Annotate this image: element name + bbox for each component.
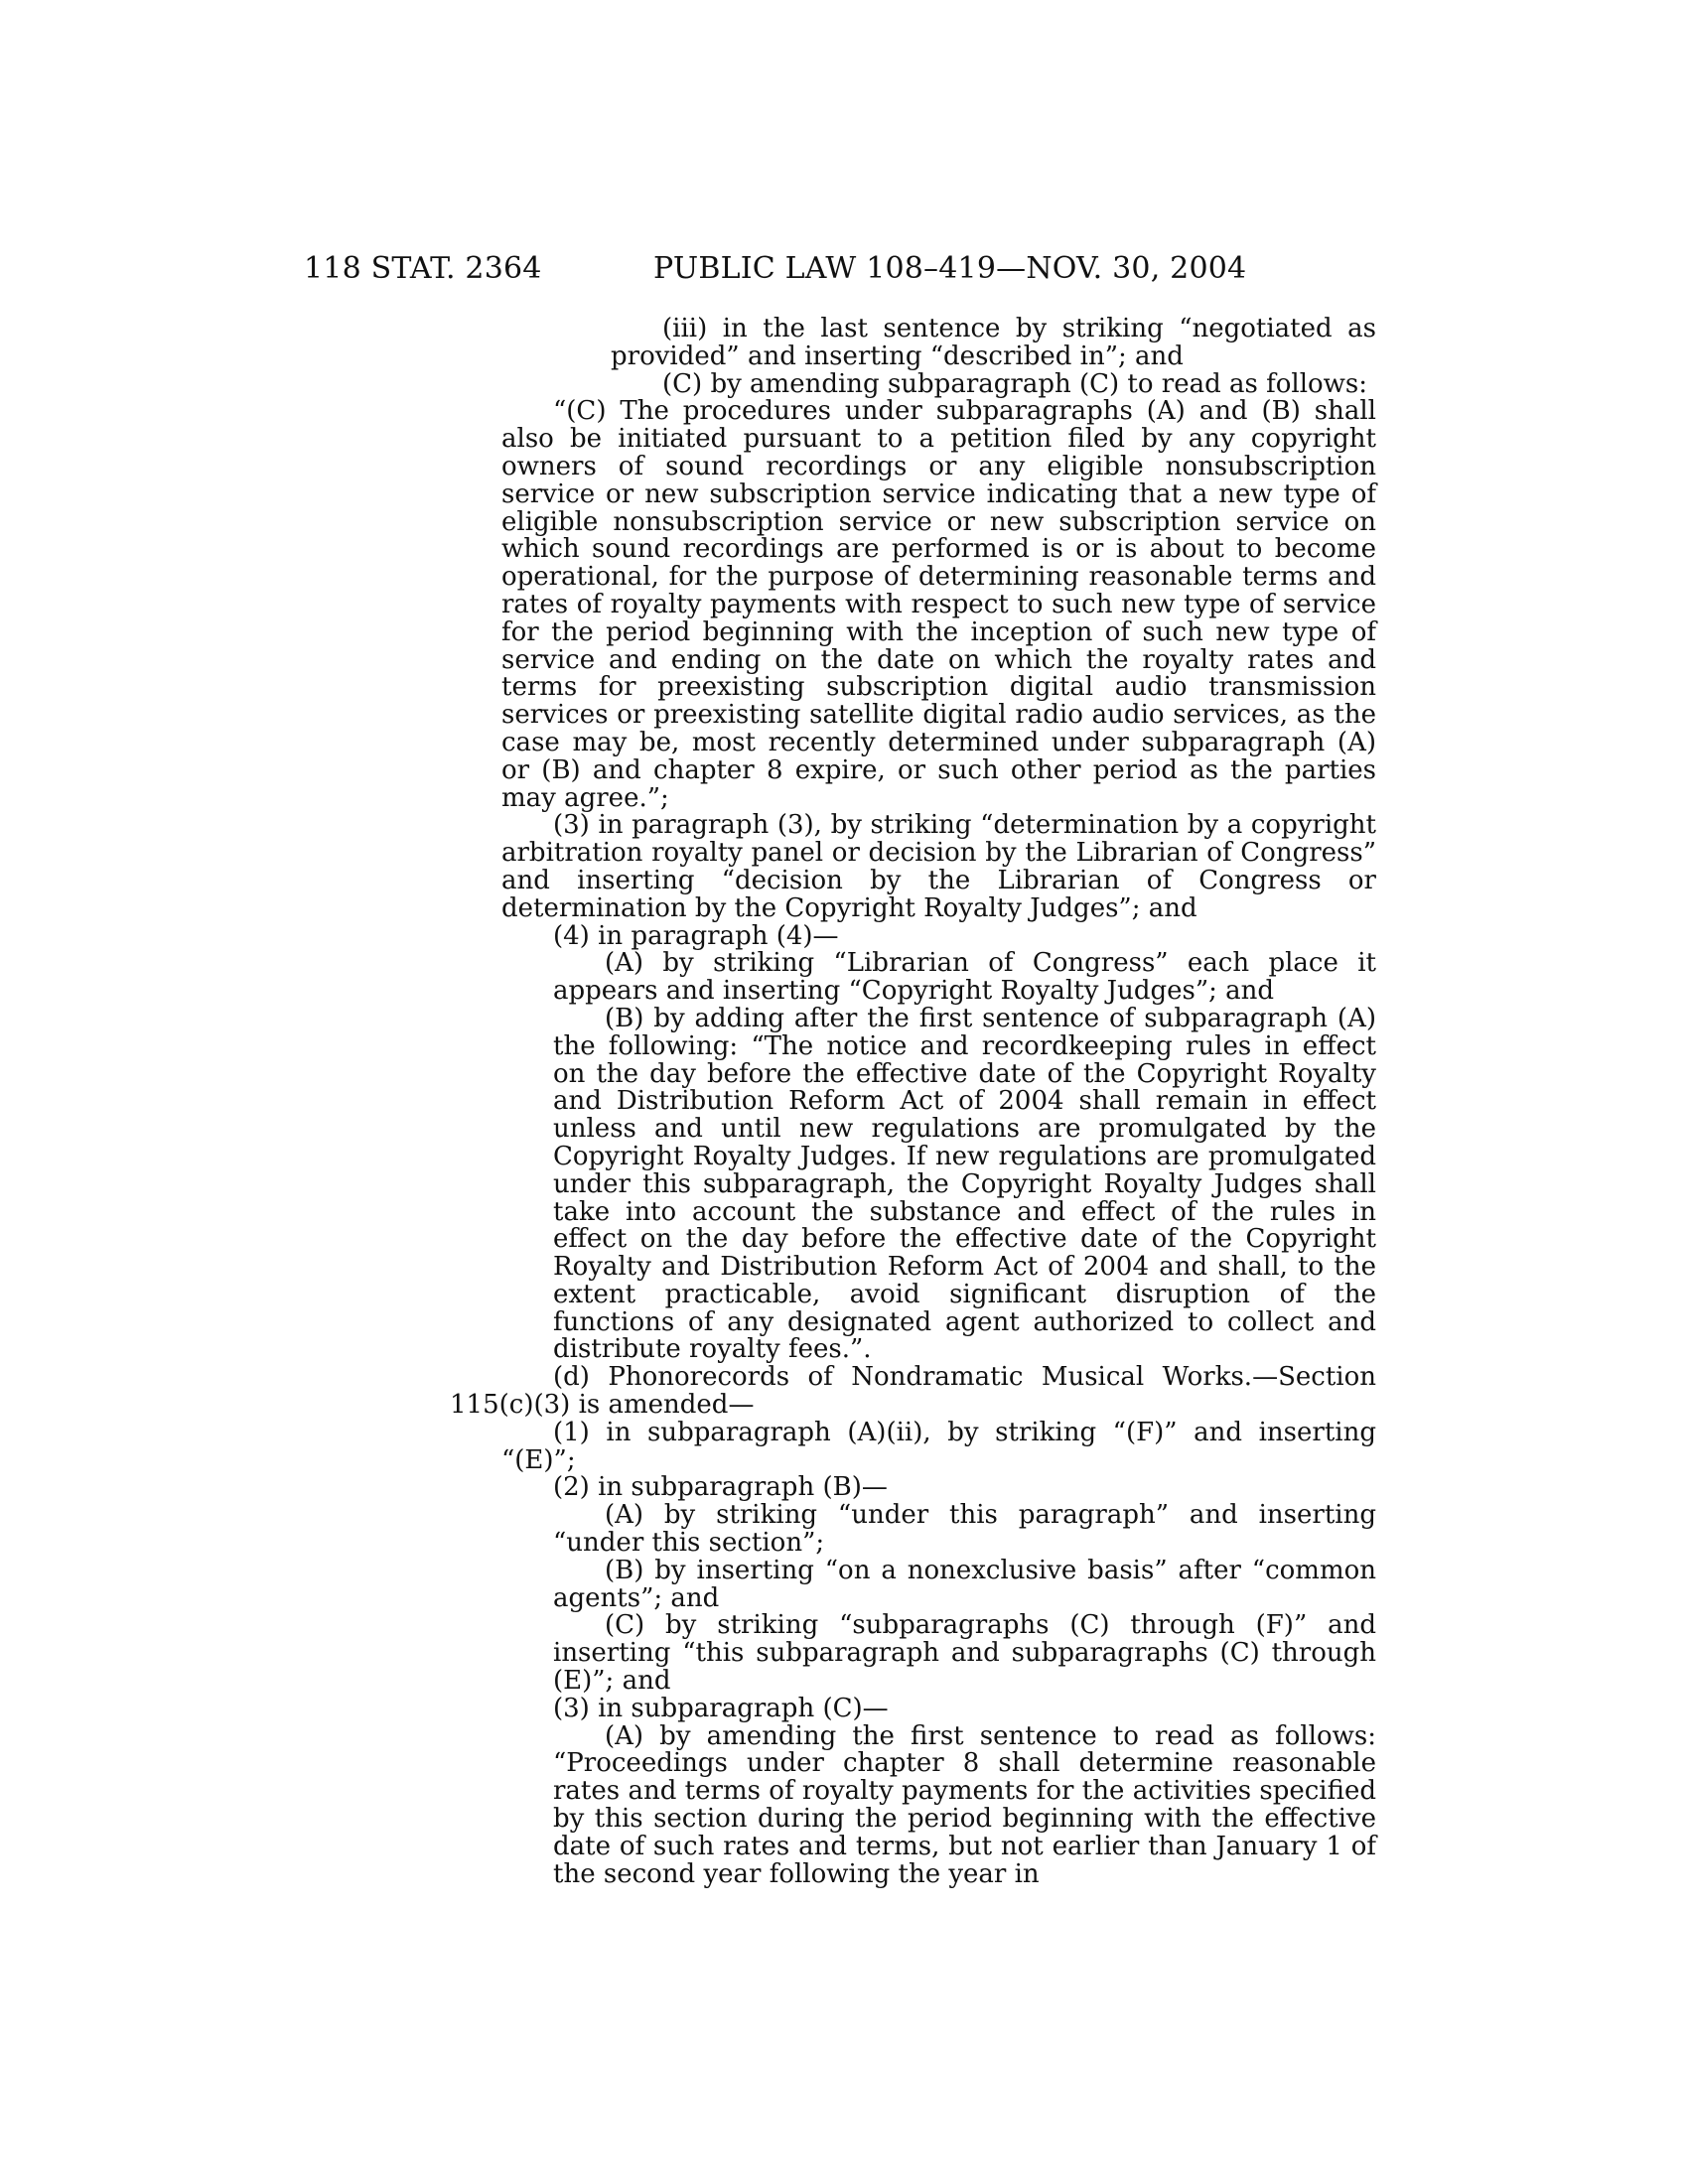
- subsection-d-text: (d) Phonorecords of Nondramatic Musical Works.—Section 115(c)(3) is amended—: [450, 1362, 1376, 1421]
- paragraph-4-b: (B) by adding after the first sentence of subparagraph (A) the following: “The notice and recordkeeping rules in effect on the day before the effective date of the Copyright Royalty and Distribution Reform Act of 2004 shall remain in effect unless and until new regulations are promulgated by the Copyright Royalty Judges. If new regulations are promulgated under this subparagraph, the Copyright Royalty Judges shall take into account the substance and effect of the rules in effect on the day before the effective date of the Copyright Royalty and Distribution Reform Act of 2004 and shall, to the extent practicable, avoid significant disruption of the functions of any designated agent authorized to collect and distribute royalty fees.”.: [553, 1003, 1376, 1365]
- paragraph-d-2-a: (A) by striking “under this paragraph” and inserting “under this section”;: [553, 1500, 1376, 1559]
- paragraph-d-3-a: (A) by amending the first sentence to read as follows: “Proceedings under chapter 8 shall determine reasonable rates and terms of royalty payments for the activities specified by this section during the period beginning with the effective date of such rates and terms, but not earlier than January 1 of the second year following the year in: [553, 1720, 1376, 1889]
- paragraph-d-2: (2) in subparagraph (B)—: [553, 1472, 888, 1503]
- public-law-citation: PUBLIC LAW 108–419—NOV. 30, 2004: [653, 251, 1247, 286]
- paragraph-d-2-c: (C) by striking “subparagraphs (C) through (F)” and inserting “this subparagraph and subparagraphs (C) through (E)”; and: [553, 1610, 1376, 1697]
- paragraph-iii: (iii) in the last sentence by striking “negotiated as provided” and inserting “described in”; and: [611, 314, 1376, 371]
- paragraph-4: (4) in paragraph (4)—: [553, 920, 839, 951]
- statute-page-reference: 118 STAT. 2364: [304, 251, 542, 286]
- quoted-paragraph-c: “(C) The procedures under subparagraphs (A) and (B) shall also be initiated pursuant to a petition filed by any copyright owners of sound recordings or any eligible nonsubscription service or new subscription service indicating that a new type of eligible nonsubscription service or new subscription service on which sound recordings are performed is or is about to become operational, for the purpose of determining reasonable terms and rates of royalty payments with respect to such new type of service for the period beginning with the inception of such new type of service and ending on the date on which the royalty rates and terms for preexisting subscription digital audio transmission services or preexisting satellite digital radio audio services, as the case may be, most recently determined under subparagraph (A) or (B) and chapter 8 expire, or such other period as the parties may agree.”;: [501, 396, 1376, 813]
- paragraph-3: (3) in paragraph (3), by striking “determination by a copyright arbitration royalty panel or decision by the Librarian of Congress” and inserting “decision by the Librarian of Congress or determination by the Copyright Royalty Judges”; and: [501, 810, 1376, 923]
- running-header: [304, 248, 1376, 290]
- paragraph-c: (C) by amending subparagraph (C) to read as follows:: [662, 368, 1368, 399]
- paragraph-d-3: (3) in subparagraph (C)—: [553, 1693, 889, 1723]
- paragraph-d-2-b: (B) by inserting “on a nonexclusive basis” after “common agents”; and: [553, 1555, 1376, 1613]
- subsection-d: [450, 1364, 1376, 1420]
- paragraph-d-1: (1) in subparagraph (A)(ii), by striking “(F)” and inserting “(E)”;: [501, 1417, 1376, 1475]
- statute-text-column: [450, 314, 1376, 1889]
- paragraph-4-a: (A) by striking “Librarian of Congress” each place it appears and inserting “Copyright Royalty Judges”; and: [553, 948, 1376, 1007]
